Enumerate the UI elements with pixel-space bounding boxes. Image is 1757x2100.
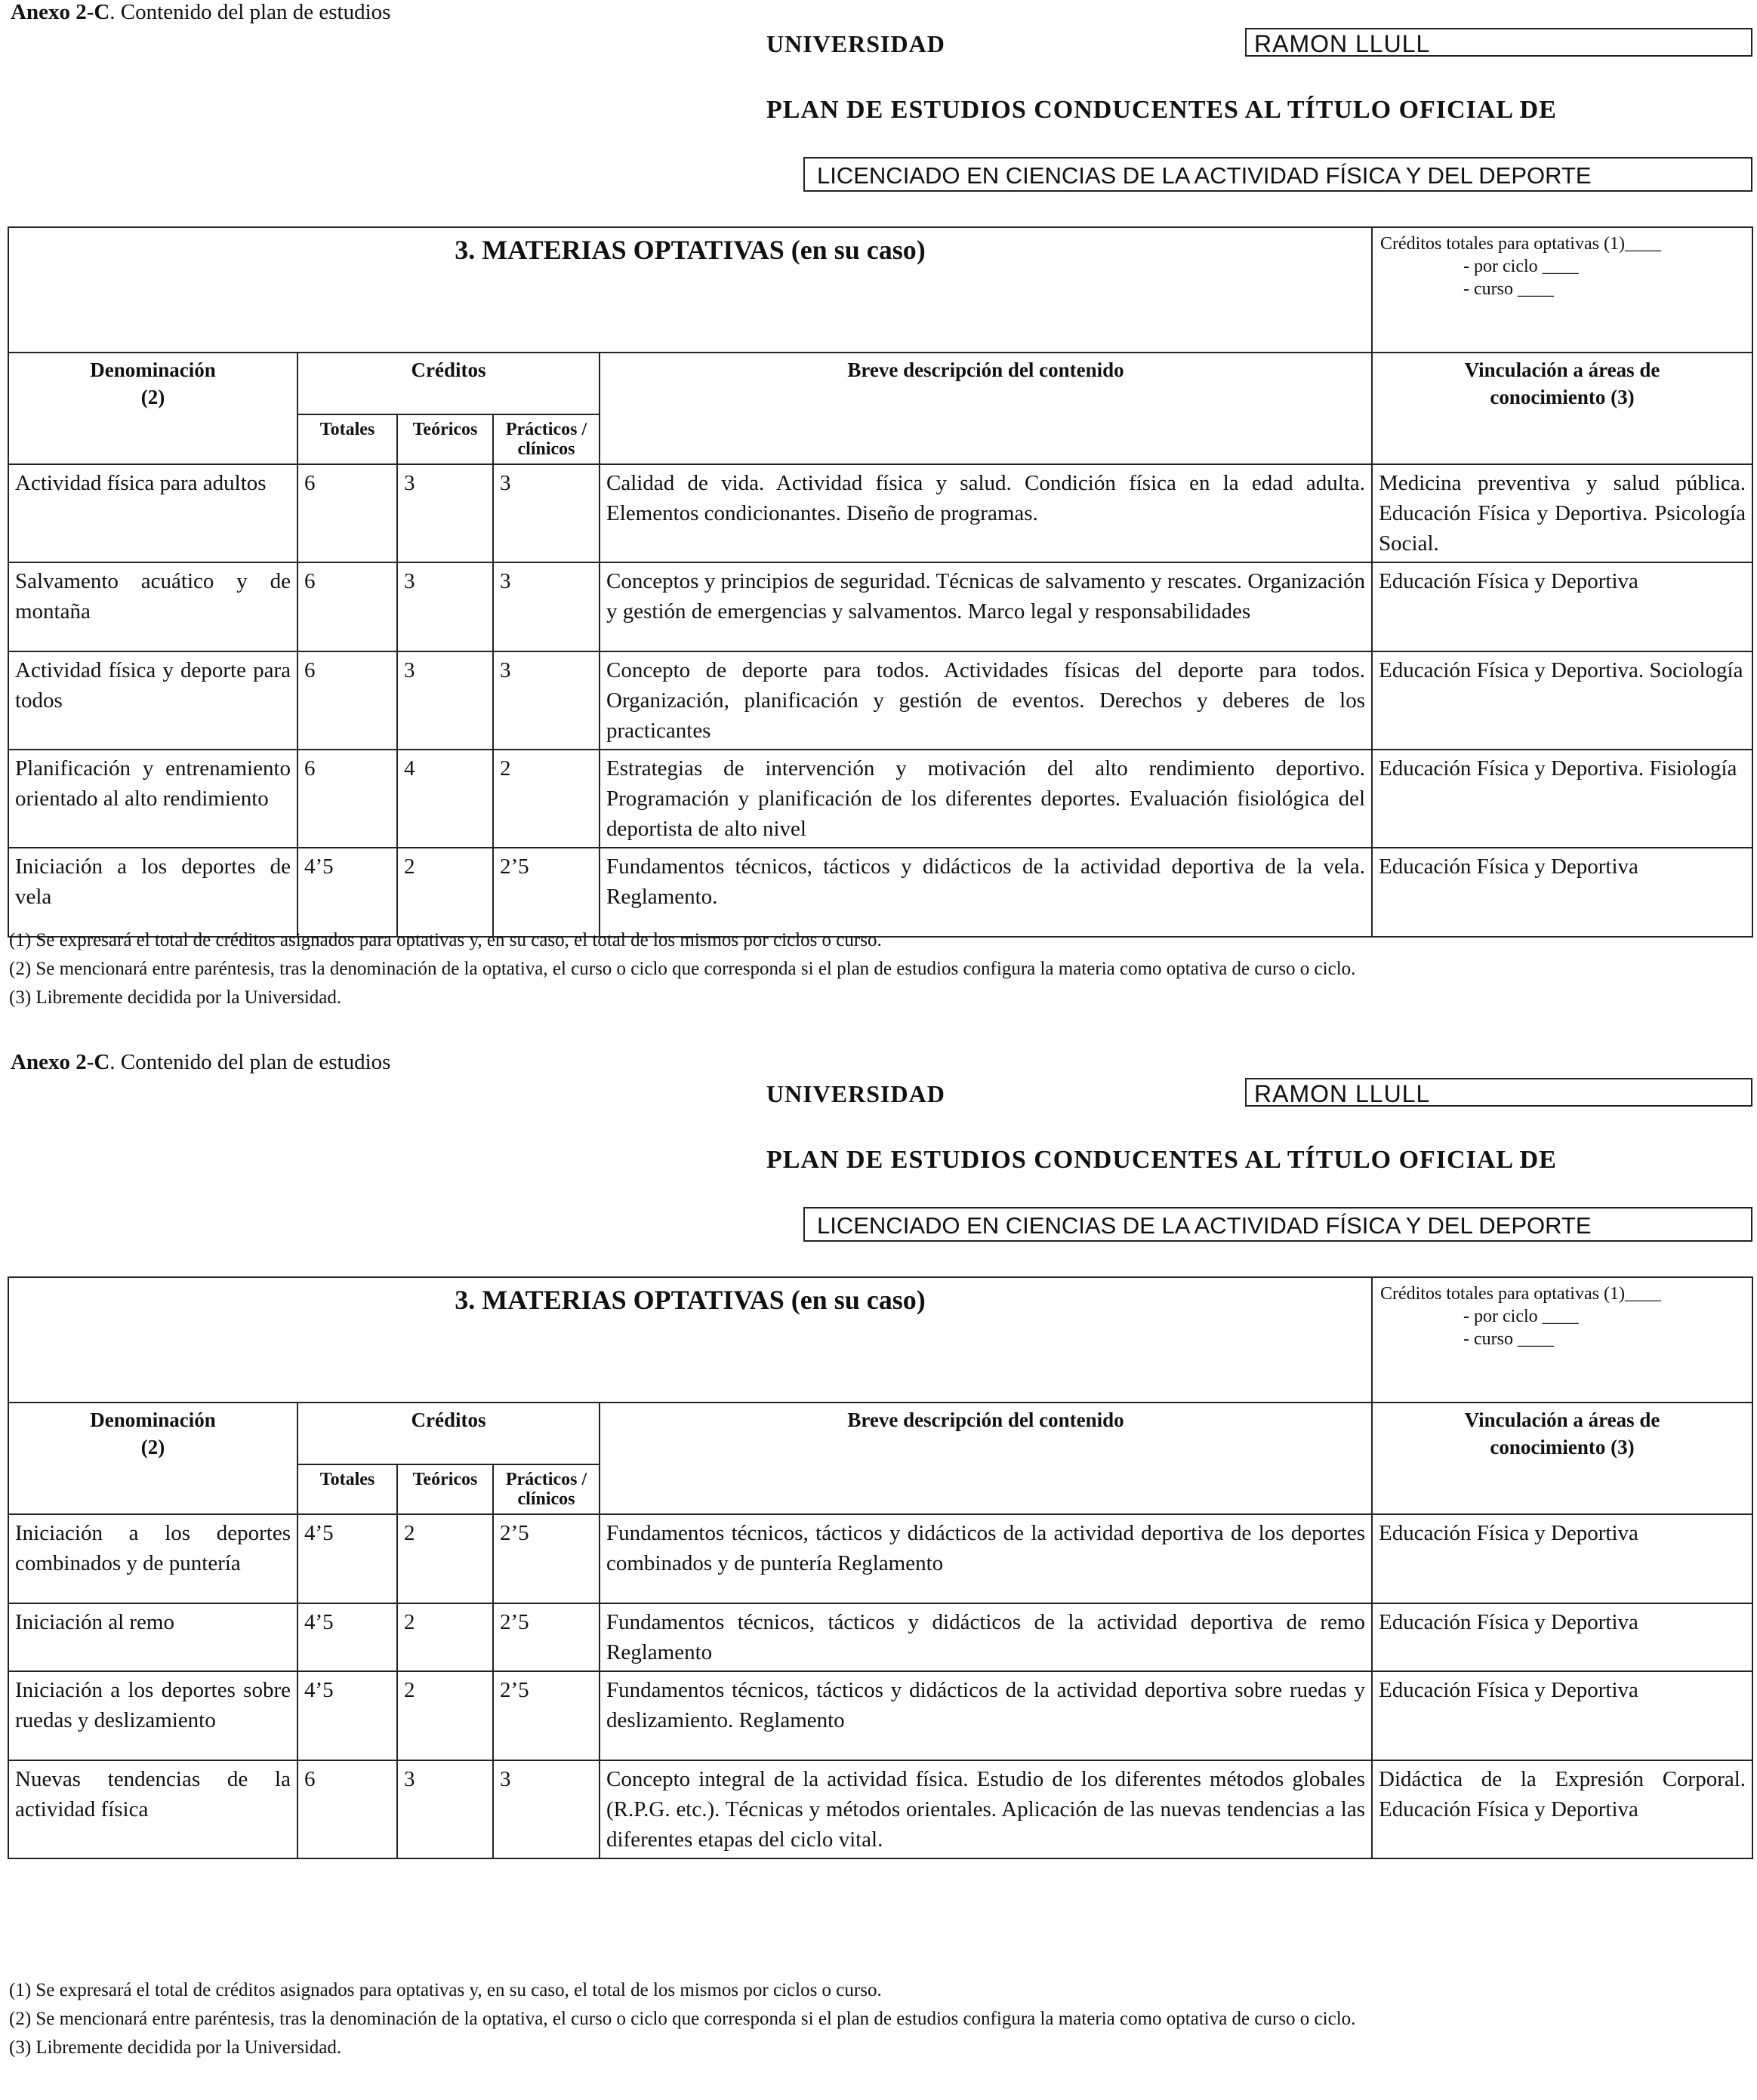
annex-label: . Contenido del plan de estudios — [109, 1050, 391, 1074]
credits-total: 6 — [297, 651, 397, 750]
annex-label: . Contenido del plan de estudios — [109, 0, 391, 24]
content-description: Estrategias de intervención y motivación del alto rendimiento deportivo. Programación y planificación de los diferentes deportes. Evaluación fisiológica del deportista de alto nivel — [600, 750, 1372, 848]
credits-per-cycle-line: - por ciclo ____ — [1463, 257, 1579, 276]
footnotes — [9, 926, 1746, 1012]
credits-practice: 2’5 — [493, 1671, 600, 1760]
knowledge-area: Educación Física y Deportiva — [1372, 1514, 1752, 1603]
subject-name: Iniciación a los deportes de vela — [8, 848, 297, 937]
footnote-1: (1) Se expresará el total de créditos asignados para optativas y, en su caso, el total de los mismos por ciclos o curso. — [9, 1980, 882, 2000]
section-title: 3. MATERIAS OPTATIVAS (en su caso) — [8, 1277, 1372, 1403]
content-description: Fundamentos técnicos, tácticos y didácticos de la actividad deportiva de la vela. Reglamento. — [600, 848, 1372, 937]
col-header-totales: Totales — [297, 414, 397, 464]
plan-heading: PLAN DE ESTUDIOS CONDUCENTES AL TÍTULO OFICIAL DE — [766, 1146, 1557, 1174]
subject-name: Iniciación a los deportes sobre ruedas y deslizamiento — [8, 1671, 297, 1760]
table-row — [8, 848, 1752, 937]
credits-summary-box — [1372, 1277, 1752, 1403]
annex-heading — [11, 0, 390, 25]
knowledge-area: Educación Física y Deportiva — [1372, 562, 1752, 651]
table-row — [8, 651, 1752, 750]
degree-title-field: LICENCIADO EN CIENCIAS DE LA ACTIVIDAD FÍSICA Y DEL DEPORTE — [803, 1207, 1752, 1242]
col-header-descripcion: Breve descripción del contenido — [600, 1403, 1372, 1514]
credits-theory: 4 — [397, 750, 493, 848]
col-header-practicos: Prácticos / clínicos — [493, 1464, 600, 1514]
col-header-descripcion: Breve descripción del contenido — [600, 353, 1372, 464]
content-description: Conceptos y principios de seguridad. Técnicas de salvamento y rescates. Organización y gestión de emergencias y salvamentos. Marco legal y responsabilidades — [600, 562, 1372, 651]
footnote-3: (3) Libremente decidida por la Universidad. — [9, 2037, 342, 2058]
page-2 — [0, 1050, 1757, 2100]
section-title: 3. MATERIAS OPTATIVAS (en su caso) — [8, 227, 1372, 353]
credits-practice: 3 — [493, 651, 600, 750]
col-header-creditos: Créditos — [297, 1403, 600, 1464]
credits-total: 4’5 — [297, 1671, 397, 1760]
credits-practice: 3 — [493, 1760, 600, 1858]
knowledge-area: Medicina preventiva y salud pública. Educación Física y Deportiva. Psicología Social. — [1372, 464, 1752, 562]
credits-practice: 2’5 — [493, 1514, 600, 1603]
table-row — [8, 1603, 1752, 1671]
credits-total-line: Créditos totales para optativas (1)____ — [1380, 1284, 1661, 1304]
table-row — [8, 1514, 1752, 1603]
knowledge-area: Educación Física y Deportiva — [1372, 1603, 1752, 1671]
credits-total: 6 — [297, 464, 397, 562]
university-field: RAMON LLULL — [1245, 1078, 1752, 1107]
col-header-denominacion — [8, 353, 297, 464]
university-label: UNIVERSIDAD — [766, 1080, 945, 1107]
knowledge-area: Educación Física y Deportiva — [1372, 848, 1752, 937]
knowledge-area: Educación Física y Deportiva — [1372, 1671, 1752, 1760]
denominacion-label: Denominación — [90, 1409, 216, 1431]
annex-heading — [11, 1050, 390, 1075]
credits-theory: 3 — [397, 562, 493, 651]
knowledge-area: Educación Física y Deportiva. Fisiología — [1372, 750, 1752, 848]
credits-theory: 3 — [397, 1760, 493, 1858]
credits-total-line: Créditos totales para optativas (1)____ — [1380, 234, 1661, 254]
subject-name: Actividad física para adultos — [8, 464, 297, 562]
table-row — [8, 464, 1752, 562]
plan-heading: PLAN DE ESTUDIOS CONDUCENTES AL TÍTULO OFICIAL DE — [766, 96, 1557, 124]
knowledge-area: Educación Física y Deportiva. Sociología — [1372, 651, 1752, 750]
table-row — [8, 750, 1752, 848]
denominacion-note: (2) — [140, 386, 165, 408]
content-description: Fundamentos técnicos, tácticos y didácticos de la actividad deportiva sobre ruedas y deslizamiento. Reglamento — [600, 1671, 1372, 1760]
content-description: Fundamentos técnicos, tácticos y didácticos de la actividad deportiva de remo Reglamento — [600, 1603, 1372, 1671]
credits-per-cycle-line: - por ciclo ____ — [1463, 1307, 1579, 1326]
subject-name: Iniciación a los deportes combinados y de puntería — [8, 1514, 297, 1603]
optional-subjects-table — [8, 1276, 1753, 1859]
credits-practice: 2’5 — [493, 1603, 600, 1671]
credits-theory: 2 — [397, 848, 493, 937]
subject-name: Actividad física y deporte para todos — [8, 651, 297, 750]
credits-per-course-line: - curso ____ — [1463, 1329, 1555, 1349]
credits-total: 6 — [297, 562, 397, 651]
university-label: UNIVERSIDAD — [766, 30, 945, 57]
subject-name: Planificación y entrenamiento orientado al alto rendimiento — [8, 750, 297, 848]
university-field: RAMON LLULL — [1245, 28, 1752, 57]
credits-theory: 2 — [397, 1603, 493, 1671]
knowledge-area: Didáctica de la Expresión Corporal. Educación Física y Deportiva — [1372, 1760, 1752, 1858]
credits-total: 6 — [297, 1760, 397, 1858]
subject-name: Salvamento acuático y de montaña — [8, 562, 297, 651]
col-header-teoricos: Teóricos — [397, 1464, 493, 1514]
credits-practice: 2’5 — [493, 848, 600, 937]
col-header-denominacion — [8, 1403, 297, 1514]
credits-per-course-line: - curso ____ — [1463, 279, 1555, 299]
credits-theory: 2 — [397, 1671, 493, 1760]
content-description: Concepto de deporte para todos. Actividades físicas del deporte para todos. Organización, planificación y gestión de eventos. Derechos y deberes de los practicantes — [600, 651, 1372, 750]
subject-name: Iniciación al remo — [8, 1603, 297, 1671]
table-row — [8, 562, 1752, 651]
credits-summary-box — [1372, 227, 1752, 353]
table-row — [8, 1760, 1752, 1858]
credits-practice: 2 — [493, 750, 600, 848]
credits-theory: 3 — [397, 651, 493, 750]
degree-title-field: LICENCIADO EN CIENCIAS DE LA ACTIVIDAD FÍSICA Y DEL DEPORTE — [803, 157, 1752, 192]
content-description: Calidad de vida. Actividad física y salud. Condición física en la edad adulta. Elementos condicionantes. Diseño de programas. — [600, 464, 1372, 562]
subject-name: Nuevas tendencias de la actividad física — [8, 1760, 297, 1858]
footnotes — [9, 1976, 1746, 2062]
credits-total: 6 — [297, 750, 397, 848]
content-description: Fundamentos técnicos, tácticos y didácticos de la actividad deportiva de los deportes combinados y de puntería Reglamento — [600, 1514, 1372, 1603]
footnote-3: (3) Libremente decidida por la Universidad. — [9, 987, 342, 1008]
annex-number: Anexo 2-C — [11, 0, 110, 24]
footnote-2: (2) Se mencionará entre paréntesis, tras la denominación de la optativa, el curso o ciclo que corresponda si el plan de estudios configura la materia como optativa de curso o ciclo. — [9, 2009, 1356, 2029]
credits-theory: 3 — [397, 464, 493, 562]
denominacion-note: (2) — [140, 1436, 165, 1458]
col-header-teoricos: Teóricos — [397, 414, 493, 464]
credits-total: 4’5 — [297, 848, 397, 937]
footnote-1: (1) Se expresará el total de créditos asignados para optativas y, en su caso, el total de los mismos por ciclos o curso. — [9, 930, 882, 950]
credits-total: 4’5 — [297, 1514, 397, 1603]
col-header-vinculacion: Vinculación a áreas de conocimiento (3) — [1372, 1403, 1752, 1514]
table-row — [8, 1671, 1752, 1760]
annex-number: Anexo 2-C — [11, 1050, 110, 1074]
col-header-totales: Totales — [297, 1464, 397, 1514]
col-header-creditos: Créditos — [297, 353, 600, 414]
optional-subjects-table — [8, 226, 1753, 938]
credits-practice: 3 — [493, 562, 600, 651]
content-description: Concepto integral de la actividad física. Estudio de los diferentes métodos globales (R.P.G. etc.). Técnicas y métodos orientales. Aplicación de las nuevas tendencias a las diferentes etapas del ciclo vital. — [600, 1760, 1372, 1858]
credits-practice: 3 — [493, 464, 600, 562]
col-header-practicos: Prácticos / clínicos — [493, 414, 600, 464]
denominacion-label: Denominación — [90, 359, 216, 381]
footnote-2: (2) Se mencionará entre paréntesis, tras la denominación de la optativa, el curso o ciclo que corresponda si el plan de estudios configura la materia como optativa de curso o ciclo. — [9, 959, 1356, 979]
credits-total: 4’5 — [297, 1603, 397, 1671]
col-header-vinculacion: Vinculación a áreas de conocimiento (3) — [1372, 353, 1752, 464]
credits-theory: 2 — [397, 1514, 493, 1603]
